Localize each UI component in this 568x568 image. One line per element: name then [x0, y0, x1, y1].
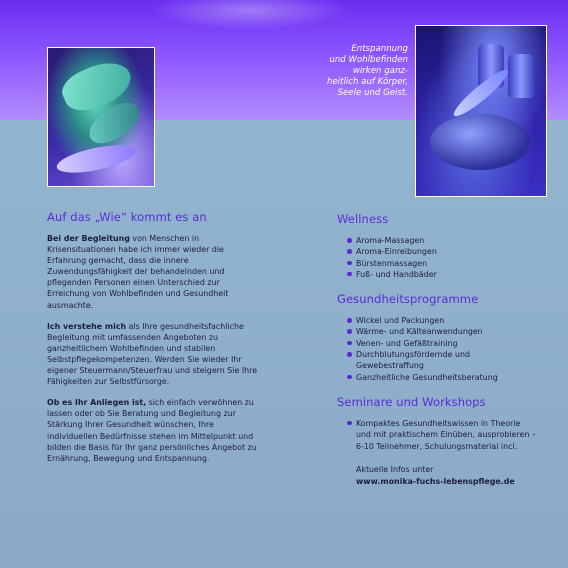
seminare-list [347, 418, 537, 452]
section-title-seminare: Seminare und Workshops [337, 394, 486, 409]
list-item: Durchblutungsfördernde und Gewebestraffung [347, 349, 537, 372]
photo-bottle-shape [508, 54, 534, 98]
section-title-wie: Auf das „Wie“ kommt es an [47, 210, 207, 224]
photo-flower-shape [55, 140, 138, 178]
paragraph-lead: Bei der Begleitung [47, 234, 130, 243]
list-item: Aroma-Massagen [347, 235, 537, 246]
quote-line: und Wohlbefinden [329, 55, 408, 65]
paragraph-lead: Ich verstehe mich [47, 321, 127, 331]
wellbeing-quote [248, 44, 408, 99]
list-item: Fuß- und Handbäder [347, 269, 537, 280]
quote-line: wirken ganz- [352, 66, 408, 76]
paragraph-text: von Menschen in Krisensituationen habe ich immer wieder die Erfahrung gemacht, dass die innere Zuwendungsfähigkeit der behandelnden und pflegenden Personen einen Unterschied zur Erreichung von Wohlbefinden und Gesundheit ausmachte. [47, 234, 229, 310]
wellness-list [347, 235, 537, 280]
gesundheit-list [347, 315, 537, 383]
paragraph-verstehe [47, 321, 262, 388]
paragraph-lead: Ob es Ihr Anliegen ist, [47, 398, 147, 408]
paragraph-begleitung [47, 233, 262, 311]
list-item: Wärme- und Kälteanwendungen [347, 326, 537, 337]
list-item: Aroma-Einreibungen [347, 246, 537, 257]
photo-stone-shape [430, 114, 530, 170]
paragraph-anliegen [47, 397, 262, 464]
list-item: Kompaktes Gesundheitswissen in Theorie und mit praktischem Einüben, ausprobieren – 6-10 Teilnehmer, Schulungsmaterial incl. [347, 418, 537, 452]
info-block [356, 464, 537, 488]
quote-line: Seele und Geist. [337, 88, 408, 98]
massage-hands-photo [47, 47, 155, 187]
info-label: Aktuelle Infos unter [356, 464, 434, 474]
paragraph-text: sich einfach verwöhnen zu lassen oder ob Sie Beratung und Begleitung zur Stärkung Ihrer Gesundheit wünschen, Ihre individuellen Bedürfnisse stehen im Mittelpunkt und bilden die Basis für Ihr ganz persönliches Angebot zu Ernährung, Bewegung und Entspannung. [47, 398, 257, 463]
list-item: Venen- und Gefäßtraining [347, 338, 537, 349]
left-column [47, 210, 262, 474]
right-column [337, 212, 537, 488]
quote-line: heitlich auf Körper, [327, 77, 408, 87]
aroma-oils-photo [415, 25, 547, 197]
list-item: Wickel und Packungen [347, 315, 537, 326]
section-title-gesundheit: Gesundheitsprogramme [337, 292, 479, 307]
list-item: Ganzheitliche Gesundheitsberatung [347, 372, 537, 383]
list-item: Bürstenmassagen [347, 258, 537, 269]
section-title-wellness: Wellness [337, 212, 389, 226]
website-link[interactable]: www.monika-fuchs-lebenspflege.de [356, 476, 515, 486]
paragraph-text: als Ihre gesundheitsfachliche Begleitung mit umfassenden Angeboten zu ganzheitlichem Wohlbefinden und stabilen Selbstpflegekompetenzen. Werden Sie wieder Ihr eigener Steuermann/Steuerfrau und steigern Sie Ihre Fähigkeiten zur Selbstfürsorge. [47, 321, 258, 387]
quote-line: Entspannung [351, 44, 408, 54]
